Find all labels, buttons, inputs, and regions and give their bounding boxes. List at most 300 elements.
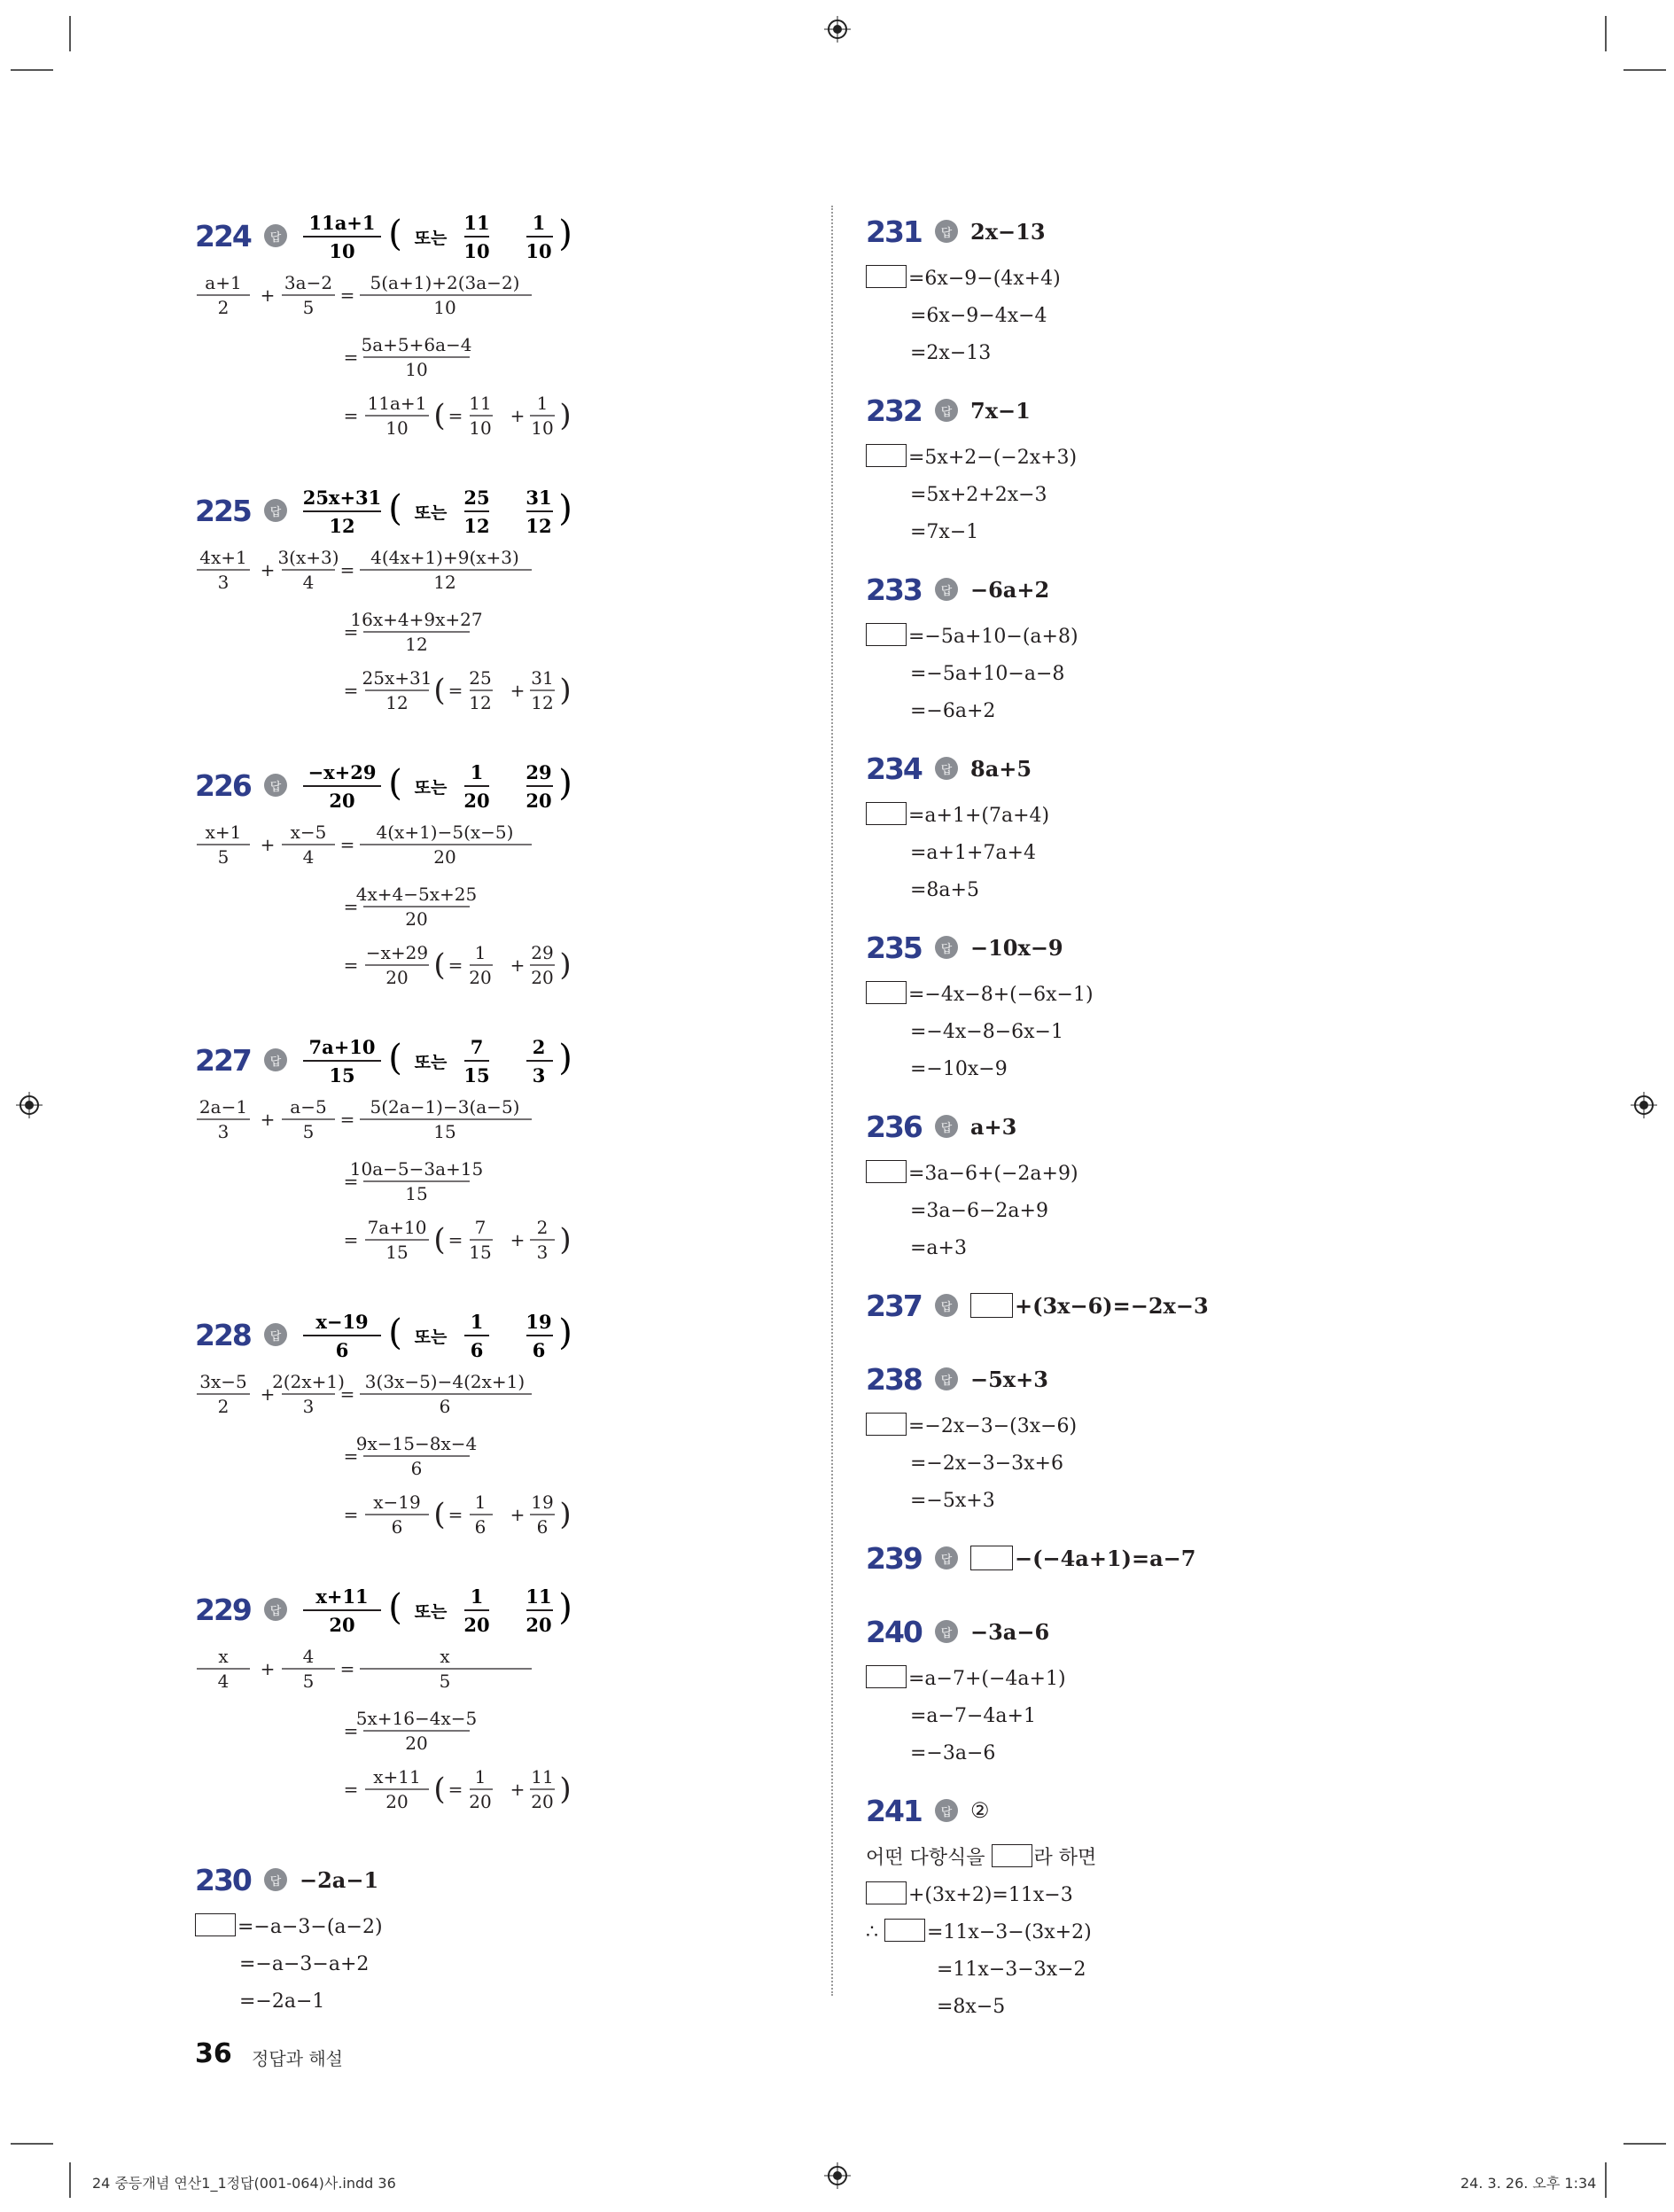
work-line: =−2x−3−3x+6 (910, 1453, 1063, 1475)
eq: = (448, 1779, 463, 1800)
alt-numerator-2: 11 (526, 1585, 552, 1608)
problem-225 (195, 477, 656, 725)
frac-7-den: 20 (531, 1791, 554, 1812)
answer: −10x−9 (970, 934, 1063, 961)
work-line: =a+3 (910, 1237, 967, 1259)
op: + (260, 1658, 276, 1679)
slug-right: 24. 3. 26. 오후 1:34 (1460, 2175, 1597, 2192)
work-line: =−a−3−a+2 (239, 1953, 370, 1975)
paren: ( (388, 488, 402, 529)
frac-6-den: 10 (469, 417, 492, 439)
frac-3-num: 5(a+1)+2(3a−2) (370, 272, 520, 293)
answer-badge-icon: 답 (935, 399, 958, 422)
frac-3-num: 5(2a−1)−3(a−5) (370, 1096, 520, 1118)
work-line: =7x−1 (910, 521, 979, 543)
paren: ( (388, 1587, 402, 1628)
problem-number: 240 (866, 1614, 922, 1649)
eq: = (339, 1109, 355, 1130)
problem-number: 228 (195, 1317, 251, 1352)
frac-2-num: 3(x+3) (277, 547, 339, 568)
work-line: =a+1+(7a+4) (866, 798, 1049, 835)
eq: = (343, 1445, 359, 1467)
work-line: =−5a+10−a−8 (910, 663, 1065, 685)
work-line: =−6a+2 (910, 700, 996, 722)
problem-240 (866, 1602, 1066, 1772)
frac-7-den: 6 (536, 1516, 549, 1538)
frac-4-den: 12 (405, 634, 428, 655)
frac-7-num: 19 (531, 1492, 554, 1513)
frac-2-den: 4 (302, 572, 315, 593)
frac-5-den: 20 (385, 1791, 409, 1812)
answer (300, 1580, 592, 1639)
frac-1-num: 3x−5 (199, 1371, 247, 1392)
blank-box-icon (866, 444, 907, 467)
answer-numerator: 11a+1 (308, 212, 376, 234)
problem-230 (195, 1850, 383, 2021)
blank-box-icon (866, 1665, 907, 1688)
frac-3-num: x (440, 1646, 450, 1667)
paren: ) (558, 1038, 572, 1079)
work-line: =5x+2+2x−3 (910, 484, 1047, 506)
blank-box-icon (866, 1881, 907, 1904)
work-line: =−a−3−(a−2) (195, 1909, 383, 1946)
problem-239 (866, 1529, 1195, 1587)
eq: = (448, 1504, 463, 1525)
answer-badge-icon: 답 (935, 1620, 958, 1643)
work-steps (195, 1094, 656, 1271)
work-line: =3a−6−2a+9 (910, 1200, 1048, 1222)
frac-2-num: x−5 (290, 822, 327, 843)
answer: 7x−1 (970, 397, 1031, 424)
eq: = (343, 347, 359, 368)
var-term: + (510, 954, 526, 976)
frac-7-den: 3 (536, 1242, 549, 1263)
answer-badge-icon: 답 (264, 499, 287, 522)
frac-5-num: 11a+1 (367, 393, 427, 414)
frac-2-den: 4 (302, 846, 315, 868)
answer-denominator: 6 (335, 1339, 349, 1361)
work-line: =6x−9−(4x+4) (866, 261, 1061, 298)
frac-3-den: 15 (433, 1121, 456, 1142)
problem-number: 241 (866, 1793, 922, 1828)
paren: ( (433, 947, 446, 983)
alt-numerator-1: 7 (470, 1036, 484, 1058)
frac-6-den: 15 (469, 1242, 492, 1263)
eq: = (339, 834, 355, 855)
alt-denominator-1: 15 (463, 1064, 490, 1087)
problem-238 (866, 1350, 1077, 1520)
registration-mark-icon (1631, 1092, 1657, 1118)
or-label: 또는 (414, 229, 448, 248)
answer-badge-icon: 답 (264, 774, 287, 797)
work-steps (195, 1643, 656, 1820)
problem-227 (195, 1026, 656, 1274)
work-line: =5x+2−(−2x+3) (866, 440, 1077, 477)
work-steps (195, 544, 656, 721)
alt-denominator-2: 20 (526, 1614, 552, 1636)
answer-numerator: 7a+10 (308, 1036, 376, 1058)
answer (300, 206, 592, 265)
registration-mark-icon (824, 16, 851, 43)
work-line: =a+1+7a+4 (910, 842, 1036, 864)
answer-denominator: 20 (329, 1614, 355, 1636)
frac-1-den: 2 (217, 297, 230, 318)
column-divider (831, 206, 833, 1996)
blank-box-icon (866, 802, 907, 825)
var-term: + (510, 1229, 526, 1250)
answer-badge-icon: 답 (935, 1294, 958, 1317)
answer-numerator: 25x+31 (302, 487, 382, 509)
alt-denominator-1: 10 (463, 240, 490, 262)
problem-number: 237 (866, 1288, 922, 1323)
eq: = (343, 1779, 359, 1800)
problem-233 (866, 560, 1078, 730)
problem-number: 226 (195, 767, 251, 803)
op: + (260, 1383, 276, 1405)
problem-224 (195, 202, 656, 450)
problem-number: 230 (195, 1862, 251, 1897)
alt-numerator-2: 31 (526, 487, 552, 509)
op: + (260, 284, 276, 306)
eq: = (339, 284, 355, 306)
paren: ) (559, 673, 572, 708)
frac-6-den: 20 (469, 967, 492, 988)
problem-231 (866, 202, 1061, 372)
frac-1-num: 2a−1 (199, 1096, 248, 1118)
problem-number: 235 (866, 930, 922, 965)
problem-number: 236 (866, 1109, 922, 1144)
work-line: =a−7+(−4a+1) (866, 1661, 1066, 1698)
problem-237 (866, 1276, 1209, 1335)
problem-number: 232 (866, 393, 922, 428)
work-line: 어떤 다항식을 라 하면 (866, 1840, 1096, 1877)
frac-7-num: 29 (531, 942, 554, 963)
work-line: =6x−9−4x−4 (910, 305, 1047, 327)
frac-4-den: 20 (405, 908, 428, 930)
paren: ( (433, 1222, 446, 1258)
frac-3-num: 4(4x+1)+9(x+3) (370, 547, 519, 568)
blank-box-icon (866, 1413, 907, 1436)
work-steps (195, 1368, 656, 1546)
page-label: 정답과 해설 (252, 2048, 343, 2069)
op: + (260, 1109, 276, 1130)
problem-228 (195, 1301, 656, 1549)
eq: = (343, 1229, 359, 1250)
answer-denominator: 15 (329, 1064, 355, 1087)
paren: ) (559, 1222, 572, 1258)
frac-7-den: 20 (531, 967, 554, 988)
op: + (260, 834, 276, 855)
problem-number: 234 (866, 751, 922, 786)
blank-box-icon (866, 1160, 907, 1183)
alt-denominator-2: 10 (526, 240, 552, 262)
frac-6-num: 1 (474, 942, 487, 963)
blank-box-icon (884, 1919, 925, 1942)
frac-1-den: 4 (217, 1671, 230, 1692)
work-steps (195, 819, 656, 996)
paren: ( (433, 673, 446, 708)
frac-3-num: 3(3x−5)−4(2x+1) (364, 1371, 526, 1392)
answer-badge-icon: 답 (935, 578, 958, 601)
work-line: =−3a−6 (910, 1742, 996, 1764)
work-steps (195, 269, 656, 447)
answer: −(−4a+1)=a−7 (970, 1546, 1195, 1571)
blank-box-icon (866, 981, 907, 1004)
frac-4-den: 10 (405, 359, 428, 380)
var-term: + (510, 405, 526, 426)
crop-mark (1623, 69, 1666, 71)
alt-numerator-2: 2 (532, 1036, 546, 1058)
crop-mark (69, 16, 71, 51)
work-line: =−2a−1 (239, 1990, 325, 2013)
answer-numerator: −x+29 (308, 761, 377, 783)
frac-3-den: 20 (433, 846, 456, 868)
alt-numerator-1: 1 (470, 761, 484, 783)
paren: ) (558, 214, 572, 254)
or-label: 또는 (414, 503, 448, 523)
answer-numerator: x+11 (315, 1585, 369, 1608)
work-line: ∴ =11x−3−(3x+2) (866, 1914, 1096, 1951)
answer-badge-icon: 답 (935, 1115, 958, 1138)
paren: ) (558, 1587, 572, 1628)
registration-mark-icon (824, 2162, 851, 2189)
answer (300, 756, 592, 814)
eq: = (343, 1504, 359, 1525)
alt-denominator-2: 12 (526, 515, 552, 537)
frac-4-num: 5a+5+6a−4 (361, 334, 472, 355)
eq: = (343, 680, 359, 701)
work-line: =2x−13 (910, 342, 992, 364)
alt-numerator-1: 1 (470, 1311, 484, 1333)
blank-box-icon (970, 1546, 1013, 1570)
answer: a+3 (970, 1113, 1017, 1140)
eq: = (448, 680, 463, 701)
work-line: =−5x+3 (910, 1490, 995, 1512)
answer-badge-icon: 답 (264, 1598, 287, 1621)
problem-number: 239 (866, 1540, 922, 1576)
work-line: =−2x−3−(3x−6) (866, 1408, 1077, 1445)
frac-1-num: x (218, 1646, 229, 1667)
frac-2-den: 5 (302, 297, 315, 318)
paren: ( (433, 1772, 446, 1807)
problem-234 (866, 739, 1049, 909)
work-line: =a−7−4a+1 (910, 1705, 1036, 1727)
work-line: =3a−6+(−2a+9) (866, 1156, 1078, 1193)
frac-6-num: 1 (474, 1492, 487, 1513)
alt-denominator-1: 20 (463, 1614, 490, 1636)
answer: −5x+3 (970, 1366, 1048, 1392)
crop-mark (1623, 2143, 1666, 2145)
frac-7-num: 1 (536, 393, 549, 414)
answer-numerator: x−19 (315, 1311, 369, 1333)
eq: = (339, 1658, 355, 1679)
crop-mark (11, 2143, 53, 2145)
paren: ) (559, 947, 572, 983)
alt-numerator-2: 29 (526, 761, 552, 783)
slug-left: 24 중등개념 연산1_1정답(001-064)사.indd 36 (92, 2175, 396, 2192)
problem-number: 225 (195, 493, 251, 528)
paren: ( (388, 1312, 402, 1353)
alt-numerator-2: 1 (532, 212, 546, 234)
paren: ( (388, 1038, 402, 1079)
problem-241 (866, 1781, 1096, 2026)
paren: ) (558, 1312, 572, 1353)
paren: ) (558, 488, 572, 529)
page-number: 36 (195, 2038, 232, 2069)
crop-mark (1605, 16, 1607, 51)
frac-1-den: 3 (217, 1121, 230, 1142)
frac-4-num: 16x+4+9x+27 (350, 609, 483, 630)
answer-badge-icon: 답 (935, 757, 958, 780)
work-line: =−4x−8+(−6x−1) (866, 977, 1094, 1014)
answer-badge-icon: 답 (935, 1367, 958, 1390)
answer-denominator: 20 (329, 790, 355, 812)
paren: ) (558, 763, 572, 804)
blank-box-icon (866, 265, 907, 288)
crop-mark (69, 2162, 71, 2198)
or-label: 또는 (414, 778, 448, 798)
blank-box-icon (992, 1844, 1032, 1867)
problem-number: 227 (195, 1042, 251, 1078)
frac-5-num: x−19 (373, 1492, 421, 1513)
paren: ( (433, 398, 446, 433)
eq: = (339, 1383, 355, 1405)
alt-numerator-2: 19 (526, 1311, 552, 1333)
frac-6-den: 20 (469, 1791, 492, 1812)
frac-5-num: 25x+31 (362, 667, 432, 689)
or-label: 또는 (414, 1328, 448, 1347)
problem-number: 233 (866, 572, 922, 607)
frac-5-num: 7a+10 (367, 1217, 427, 1238)
answer: 8a+5 (970, 755, 1032, 782)
frac-1-num: x+1 (205, 822, 242, 843)
frac-4-num: 10a−5−3a+15 (349, 1158, 484, 1180)
alt-denominator-1: 12 (463, 515, 490, 537)
frac-2-den: 5 (302, 1121, 315, 1142)
frac-4-num: 5x+16−4x−5 (355, 1708, 478, 1729)
answer-badge-icon: 답 (264, 1323, 287, 1346)
frac-7-num: 31 (531, 667, 554, 689)
answer (300, 1031, 592, 1089)
problem-236 (866, 1097, 1078, 1267)
frac-3-num: 4(x+1)−5(x−5) (376, 822, 514, 843)
frac-4-den: 6 (410, 1458, 423, 1479)
eq: = (448, 954, 463, 976)
work-line: +(3x+2)=11x−3 (866, 1877, 1096, 1914)
or-label: 또는 (414, 1053, 448, 1072)
frac-6-num: 7 (474, 1217, 487, 1238)
frac-4-den: 20 (405, 1733, 428, 1754)
frac-5-den: 10 (385, 417, 409, 439)
eq: = (448, 1229, 463, 1250)
frac-1-den: 5 (217, 846, 230, 868)
frac-2-num: 2(2x+1) (272, 1371, 345, 1392)
problem-number: 224 (195, 218, 251, 253)
paren: ) (559, 1772, 572, 1807)
answer-badge-icon: 답 (264, 1048, 287, 1071)
frac-5-den: 6 (391, 1516, 403, 1538)
frac-4-num: 4x+4−5x+25 (355, 884, 478, 905)
frac-6-num: 11 (469, 393, 492, 414)
frac-1-den: 3 (217, 572, 230, 593)
alt-denominator-2: 6 (532, 1339, 546, 1361)
blank-box-icon (970, 1293, 1013, 1318)
frac-5-den: 20 (385, 967, 409, 988)
var-term: + (510, 1779, 526, 1800)
eq: = (343, 896, 359, 917)
frac-5-den: 12 (385, 692, 409, 713)
or-label: 또는 (414, 1602, 448, 1622)
paren: ( (388, 214, 402, 254)
work-line: =8a+5 (910, 879, 979, 901)
answer-denominator: 12 (329, 515, 355, 537)
paren: ( (433, 1497, 446, 1532)
blank-box-icon (866, 623, 907, 646)
registration-mark-icon (16, 1092, 43, 1118)
frac-2-num: 4 (302, 1646, 315, 1667)
answer-badge-icon: 답 (935, 1546, 958, 1569)
eq: = (339, 559, 355, 580)
paren: ( (388, 763, 402, 804)
crop-mark (11, 69, 53, 71)
eq: = (343, 621, 359, 643)
answer: −6a+2 (970, 576, 1050, 603)
work-line: =−10x−9 (910, 1058, 1008, 1080)
frac-3-den: 12 (433, 572, 456, 593)
problem-number: 238 (866, 1361, 922, 1397)
answer-badge-icon: 답 (935, 1799, 958, 1822)
answer-badge-icon: 답 (264, 1868, 287, 1891)
problem-226 (195, 752, 656, 1000)
frac-7-num: 11 (531, 1766, 554, 1788)
answer: −2a−1 (300, 1866, 379, 1893)
frac-3-den: 6 (439, 1396, 451, 1417)
frac-5-den: 15 (385, 1242, 409, 1263)
alt-denominator-2: 3 (532, 1064, 546, 1087)
answer-badge-icon: 답 (935, 936, 958, 959)
alt-denominator-1: 6 (470, 1339, 484, 1361)
answer-denominator: 10 (329, 240, 355, 262)
frac-2-den: 3 (302, 1396, 315, 1417)
answer-badge-icon: 답 (264, 224, 287, 247)
eq: = (448, 405, 463, 426)
answer (300, 481, 592, 540)
op: + (260, 559, 276, 580)
crop-mark (1605, 2162, 1607, 2198)
work-line: =−4x−8−6x−1 (910, 1021, 1063, 1043)
frac-2-den: 5 (302, 1671, 315, 1692)
frac-2-num: a−5 (290, 1096, 327, 1118)
frac-7-den: 12 (531, 692, 554, 713)
paren: ) (559, 1497, 572, 1532)
frac-4-num: 9x−15−8x−4 (355, 1433, 478, 1454)
frac-1-num: a+1 (205, 272, 242, 293)
var-term: + (510, 1504, 526, 1525)
answer: ② (970, 1798, 990, 1823)
problem-number: 229 (195, 1592, 251, 1627)
frac-3-den: 10 (433, 297, 456, 318)
eq: = (343, 954, 359, 976)
answer: −3a−6 (970, 1618, 1050, 1645)
frac-5-num: x+11 (373, 1766, 421, 1788)
problem-235 (866, 918, 1094, 1088)
answer: +(3x−6)=−2x−3 (970, 1293, 1209, 1319)
alt-denominator-2: 20 (526, 790, 552, 812)
eq: = (343, 1720, 359, 1741)
frac-1-num: 4x+1 (199, 547, 247, 568)
eq: = (343, 405, 359, 426)
work-line: =11x−3−3x−2 (937, 1959, 1086, 1981)
